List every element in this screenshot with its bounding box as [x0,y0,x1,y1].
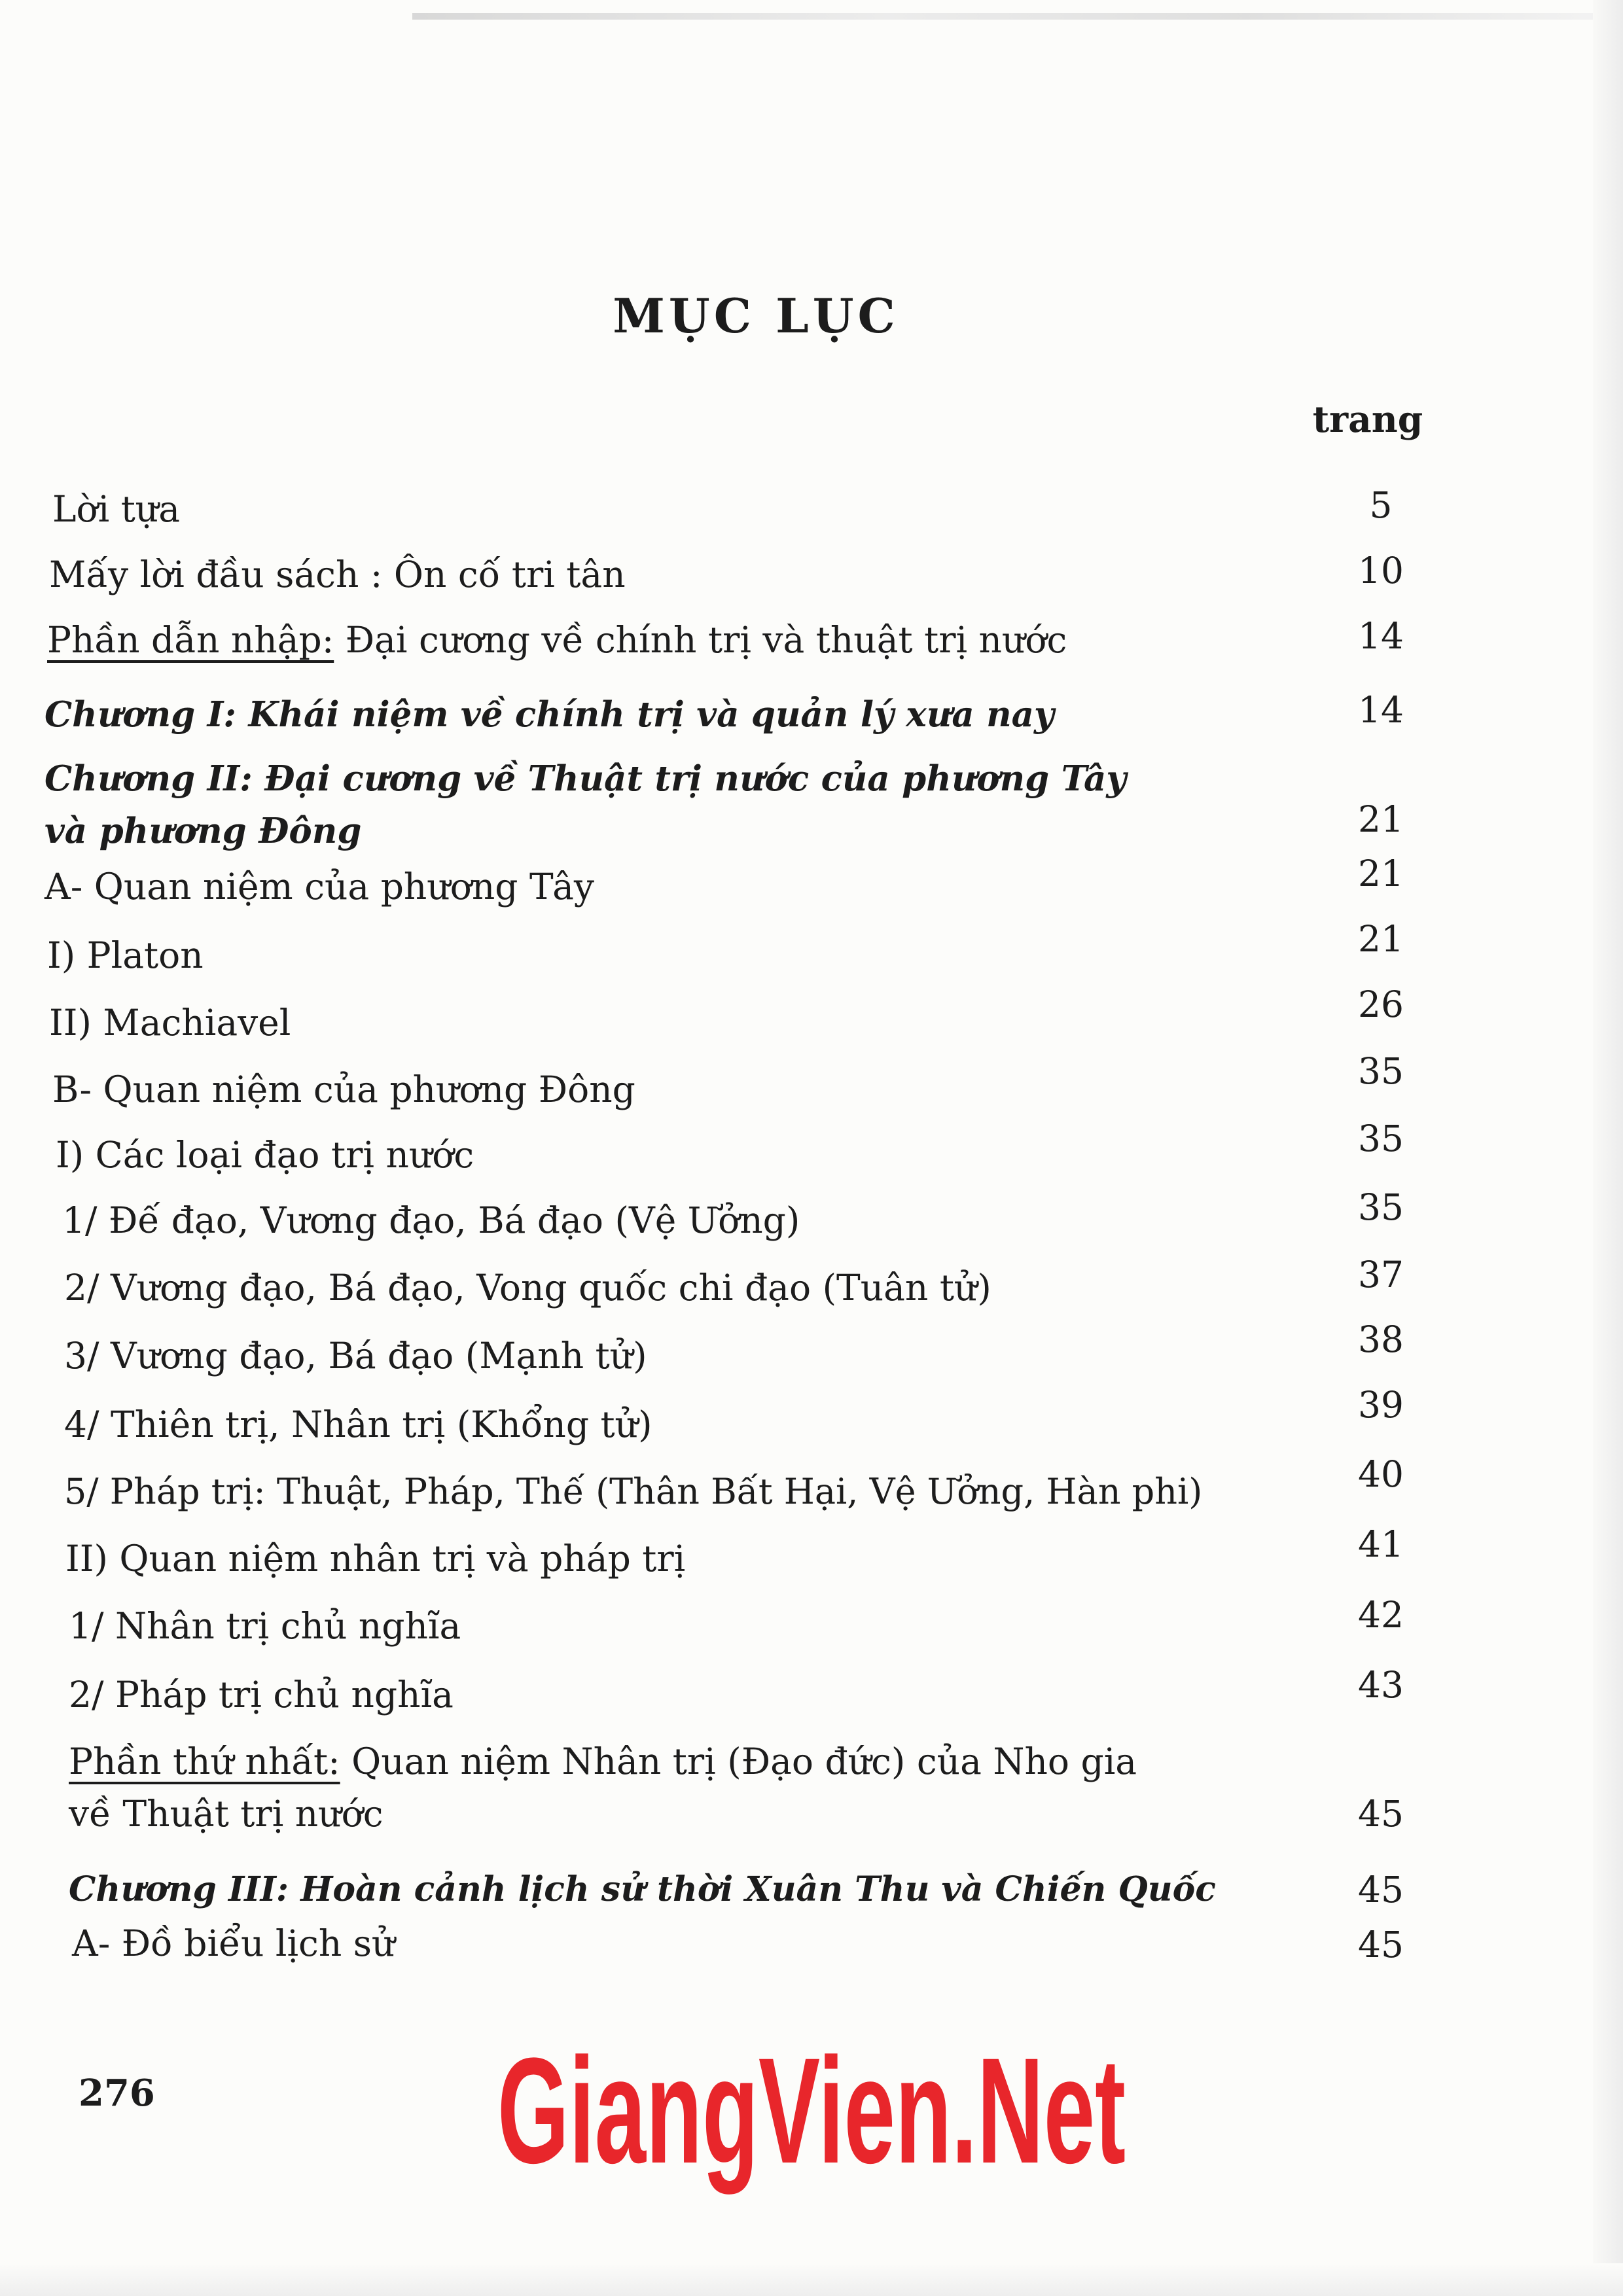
toc-entry-text: II) Quan niệm nhân trị và pháp trị [65,1538,686,1580]
toc-entry-text: 2/ Pháp trị chủ nghĩa [69,1674,454,1716]
toc-entry-page: 21 [1358,918,1404,960]
toc-entry [72,1917,395,1969]
toc-entry-page: 14 [1358,689,1404,731]
toc-entry [64,1466,1202,1518]
page-edge-right [1593,0,1623,2296]
toc-entry [69,1600,461,1652]
toc-entry-page: 35 [1358,1050,1404,1092]
toc-entry-page: 5 [1369,484,1393,526]
toc-entry-page: 14 [1358,615,1404,657]
toc-entry [64,1398,652,1451]
toc-entry-page: 35 [1358,1118,1404,1159]
toc-entry [49,548,626,601]
toc-entry-section-label: Phần thứ nhất: [69,1740,340,1782]
toc-entry-page: 38 [1358,1318,1404,1360]
toc-entry-text: I) Platon [47,934,204,976]
toc-entry [45,860,594,913]
toc-entry-text: 5/ Pháp trị: Thuật, Pháp, Thế (Thân Bất Hại, Vệ Ưởng, Hàn phi) [64,1471,1203,1512]
toc-entry-page: 45 [1358,1793,1404,1835]
toc-entry-text: về Thuật trị nước [69,1793,383,1835]
toc-entry-page: 21 [1358,798,1404,840]
toc-chapter-entry-cont [45,805,361,857]
toc-entry-text: I) Các loại đạo trị nước [56,1134,474,1176]
page-edge-bottom [0,2263,1623,2296]
toc-entry-text: Chương I: Khái niệm về chính trị và quản lý xưa nay [45,694,1054,735]
toc-entry-text: Mấy lời đầu sách : Ôn cố tri tân [49,554,626,595]
toc-entry [49,997,291,1049]
toc-entry [52,1063,635,1116]
toc-entry-text: 4/ Thiên trị, Nhân trị (Khổng tử) [64,1404,652,1445]
toc-entry-text: Quan niệm Nhân trị (Đạo đức) của Nho gia [340,1740,1137,1782]
toc-entry-text: 1/ Đế đạo, Vương đạo, Bá đạo (Vệ Ưởng) [62,1199,800,1241]
toc-entry-text: Đại cương về chính trị và thuật trị nước [334,619,1067,661]
toc-entry-page: 45 [1358,1869,1404,1911]
toc-entry-text: Chương III: Hoàn cảnh lịch sử thời Xuân Thu và Chiến Quốc [69,1869,1216,1909]
toc-entry-page: 35 [1358,1186,1404,1228]
page-edge-top [412,13,1603,20]
toc-entry-text: A- Đồ biểu lịch sử [72,1922,395,1964]
toc-entry-text: Chương II: Đại cương về Thuật trị nước của phương Tây [45,758,1127,799]
toc-entry [56,1129,474,1181]
toc-entry-text: 2/ Vương đạo, Bá đạo, Vong quốc chi đạo (Tuân tử) [64,1267,991,1309]
toc-chapter-entry [69,1863,1216,1916]
toc-entry [69,1669,454,1721]
toc-entry-page: 37 [1358,1254,1404,1296]
toc-title: MỤC LỤC [613,288,899,344]
toc-entry-text: 1/ Nhân trị chủ nghĩa [69,1605,461,1647]
toc-entry-page: 10 [1358,550,1404,592]
toc-entry-page: 39 [1358,1384,1404,1426]
toc-entry [47,614,1067,666]
toc-entry-text: và phương Đông [45,811,362,851]
toc-entry [65,1532,685,1585]
toc-entry-text: Lời tựa [52,488,181,530]
toc-entry-page: 45 [1358,1924,1404,1966]
toc-entry-cont [69,1788,383,1840]
watermark-text: GiangVien.Net [497,2026,1126,2195]
toc-entry-text: 3/ Vương đạo, Bá đạo (Mạnh tử) [64,1335,647,1377]
toc-entry-text: B- Quan niệm của phương Đông [52,1069,635,1110]
toc-entry [47,929,204,981]
toc-entry [64,1330,647,1382]
toc-entry-text: A- Quan niệm của phương Tây [45,866,594,908]
toc-entry-page: 42 [1358,1594,1404,1636]
toc-entry [69,1735,1137,1788]
toc-entry [52,483,180,535]
toc-entry-text: II) Machiavel [49,1002,291,1044]
toc-entry-section-label: Phần dẫn nhập: [47,619,334,661]
toc-entry [62,1194,800,1246]
page-column-header: trang [1312,398,1423,440]
toc-chapter-entry [45,752,1126,805]
toc-entry-page: 26 [1358,983,1404,1025]
toc-entry-page: 21 [1358,853,1404,894]
toc-chapter-entry [45,688,1054,741]
toc-entry-page: 40 [1358,1453,1404,1495]
toc-entry-page: 43 [1358,1664,1404,1706]
page-number: 276 [79,2072,155,2115]
toc-entry [64,1262,991,1314]
toc-entry-page: 41 [1358,1523,1404,1565]
watermark [484,2026,1139,2195]
